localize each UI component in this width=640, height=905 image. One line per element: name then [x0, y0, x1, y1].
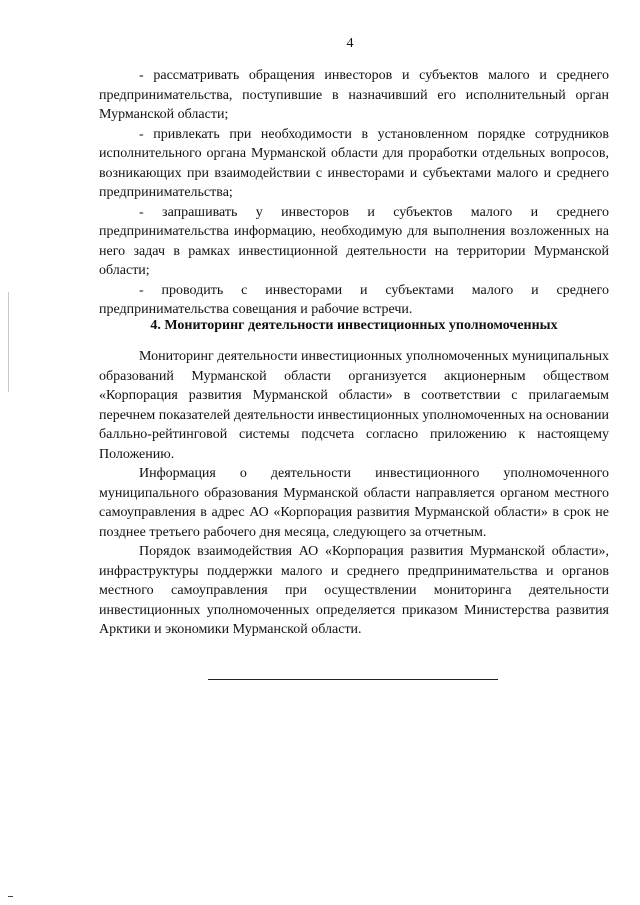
list-item: - рассматривать обращения инвесторов и субъектов малого и среднего предпринимательства, поступившие в назначивший его исполнительный орган Мурманской области; — [99, 68, 609, 122]
paragraph: Информация о деятельности инвестиционного уполномоченного муниципального образования Мурманской области направляется органом местного самоуправления в адрес АО «Корпорация развития Мурманской области» в срок не позднее третьего рабочего дня месяца, следующего за отчетным. — [99, 466, 609, 540]
paragraph: Мониторинг деятельности инвестиционных уполномоченных муниципальных образований Мурманской области организуется акционерным обществом «Корпорация развития Мурманской области» в соответствии с прилагаемым перечнем показателей деятельности инвестиционных уполномоченных на основании балльно-рейтинговой системы подсчета согласно приложению к настоящему Положению. — [99, 349, 609, 462]
section-body — [99, 347, 609, 640]
list-item: - проводить с инвесторами и субъектами малого и среднего предпринимательства совещания и рабочие встречи. — [99, 282, 609, 317]
rights-list — [99, 66, 609, 320]
scan-corner-mark — [8, 896, 13, 897]
paragraph: Порядок взаимодействия АО «Корпорация развития Мурманской области», инфраструктуры поддержки малого и среднего предпринимательства и органов местного самоуправления при осуществлении мониторинга деятельности инвестиционных уполномоченных определяется приказом Министерства развития Арктики и экономики Мурманской области. — [99, 544, 609, 637]
page-number: 4 — [346, 36, 354, 51]
scan-margin-mark — [8, 292, 9, 392]
list-item: - запрашивать у инвесторов и субъектов малого и среднего предпринимательства информацию, необходимую для выполнения возложенных на него задач в рамках инвестиционной деятельности на территории Мурманской области; — [99, 204, 609, 278]
list-item: - привлекать при необходимости в установленном порядке сотрудников исполнительного органа Мурманской области для проработки отдельных вопросов, возникающих при взаимодействии с инвесторами и субъектами малого и среднего предпринимательства; — [99, 126, 609, 200]
end-of-document-line — [208, 679, 498, 680]
section-heading: 4. Мониторинг деятельности инвестиционных уполномоченных — [150, 318, 558, 333]
